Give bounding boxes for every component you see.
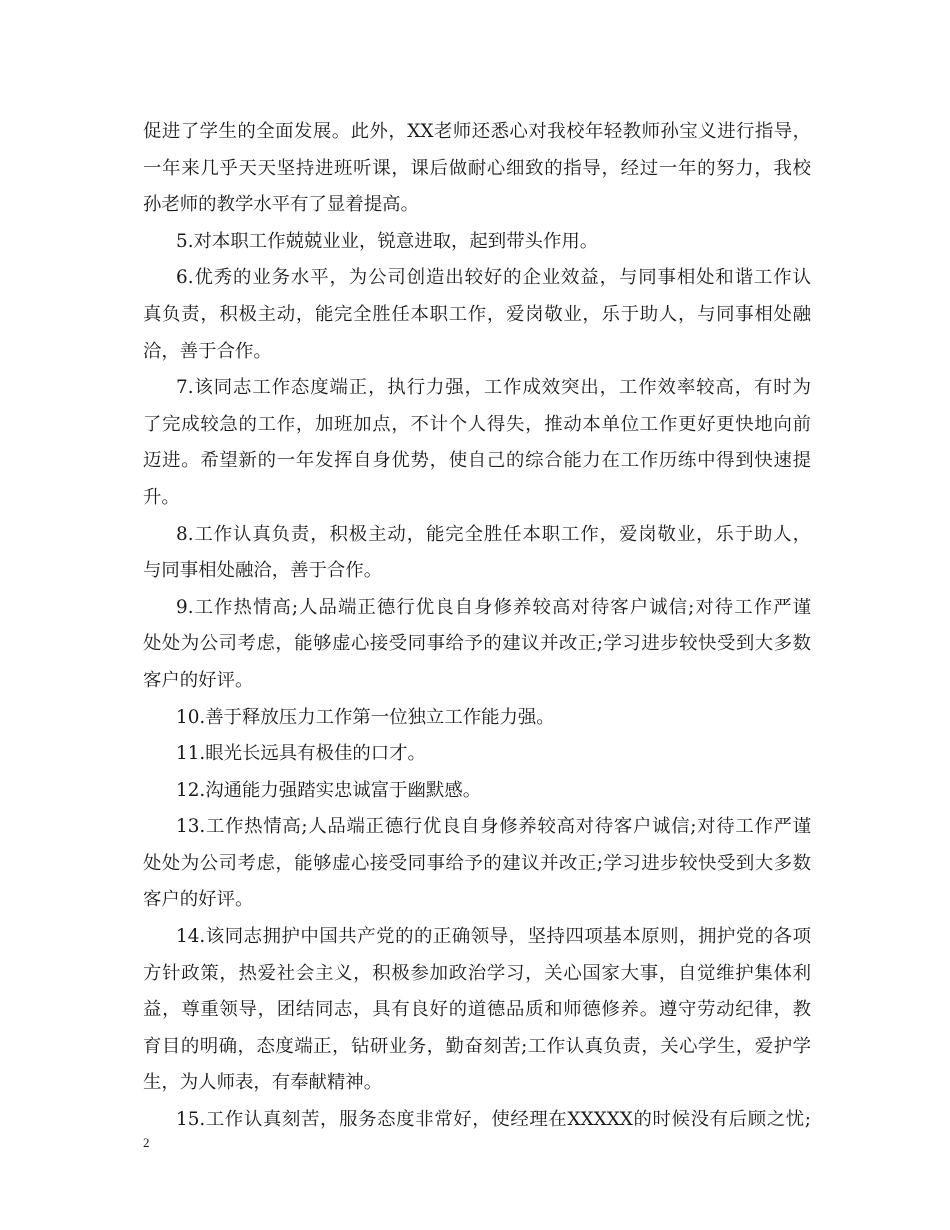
text-line: 7.该同志工作态度端正，执行力强，工作成效突出，工作效率较高，有时为 (176, 377, 811, 399)
text-line: 客户的好评。 (143, 889, 254, 911)
text-line: 促进了学生的全面发展。此外，XX老师还悉心对我校年轻教师孙宝义进行指导， (143, 121, 811, 142)
text-line: 生，为人师表，有奉献精神。 (143, 1072, 383, 1094)
text-line: 6.优秀的业务水平，为公司创造出较好的企业效益，与同事相处和谐工作认 (176, 267, 811, 289)
text-line: 处处为公司考虑，能够虚心接受同事给予的建议并改正;学习进步较快受到大多数 (143, 852, 811, 874)
text-line: 11.眼光长远具有极佳的口才。 (176, 743, 426, 765)
text-line: 了完成较急的工作，加班加点，不计个人得失，推动本单位工作更好更快地向前 (143, 413, 811, 435)
text-line: 14.该同志拥护中国共产党的的正确领导，坚持四项基本原则，拥护党的各项 (176, 926, 811, 948)
text-line: 一年来几乎天天坚持进班听课，课后做耐心细致的指导，经过一年的努力，我校 (143, 157, 811, 179)
text-line: 与同事相处融洽，善于合作。 (143, 560, 383, 582)
text-line: 孙老师的教学水平有了显着提高。 (143, 194, 419, 216)
text-line: 5.对本职工作兢兢业业，锐意进取，起到带头作用。 (176, 230, 599, 252)
text-line: 客户的好评。 (143, 669, 254, 691)
text-line: 10.善于释放压力工作第一位独立工作能力强。 (176, 706, 555, 728)
text-line: 13.工作热情高;人品端正德行优良自身修养较高对待客户诚信;对待工作严谨 (176, 816, 811, 838)
text-line: 真负责，积极主动，能完全胜任本职工作，爱岗敬业，乐于助人，与同事相处融 (143, 303, 811, 325)
text-line: 方针政策，热爱社会主义，积极参加政治学习，关心国家大事，自觉维护集体利 (143, 962, 811, 984)
text-line: 洽，善于合作。 (143, 340, 272, 362)
text-line: 8.工作认真负责，积极主动，能完全胜任本职工作，爱岗敬业，乐于助人， (176, 523, 811, 545)
text-line: 15.工作认真刻苦，服务态度非常好，使经理在XXXXX的时候没有后顾之忧; (176, 1109, 811, 1131)
text-line: 12.沟通能力强踏实忠诚富于幽默感。 (176, 779, 482, 801)
text-line: 升。 (143, 486, 180, 508)
text-line: 益，尊重领导，团结同志，具有良好的道德品质和师德修养。遵守劳动纪律，教 (143, 999, 811, 1021)
text-line: 9.工作热情高;人品端正德行优良自身修养较高对待客户诚信;对待工作严谨 (176, 596, 811, 618)
document-body (143, 114, 811, 1139)
text-line: 迈进。希望新的一年发挥自身优势，使自己的综合能力在工作历练中得到快速提 (143, 450, 811, 472)
text-line: 处处为公司考虑，能够虚心接受同事给予的建议并改正;学习进步较快受到大多数 (143, 633, 811, 655)
text-line: 育目的明确，态度端正，钻研业务，勤奋刻苦;工作认真负责，关心学生，爱护学 (143, 1035, 811, 1057)
page-number: 2 (143, 1135, 150, 1150)
